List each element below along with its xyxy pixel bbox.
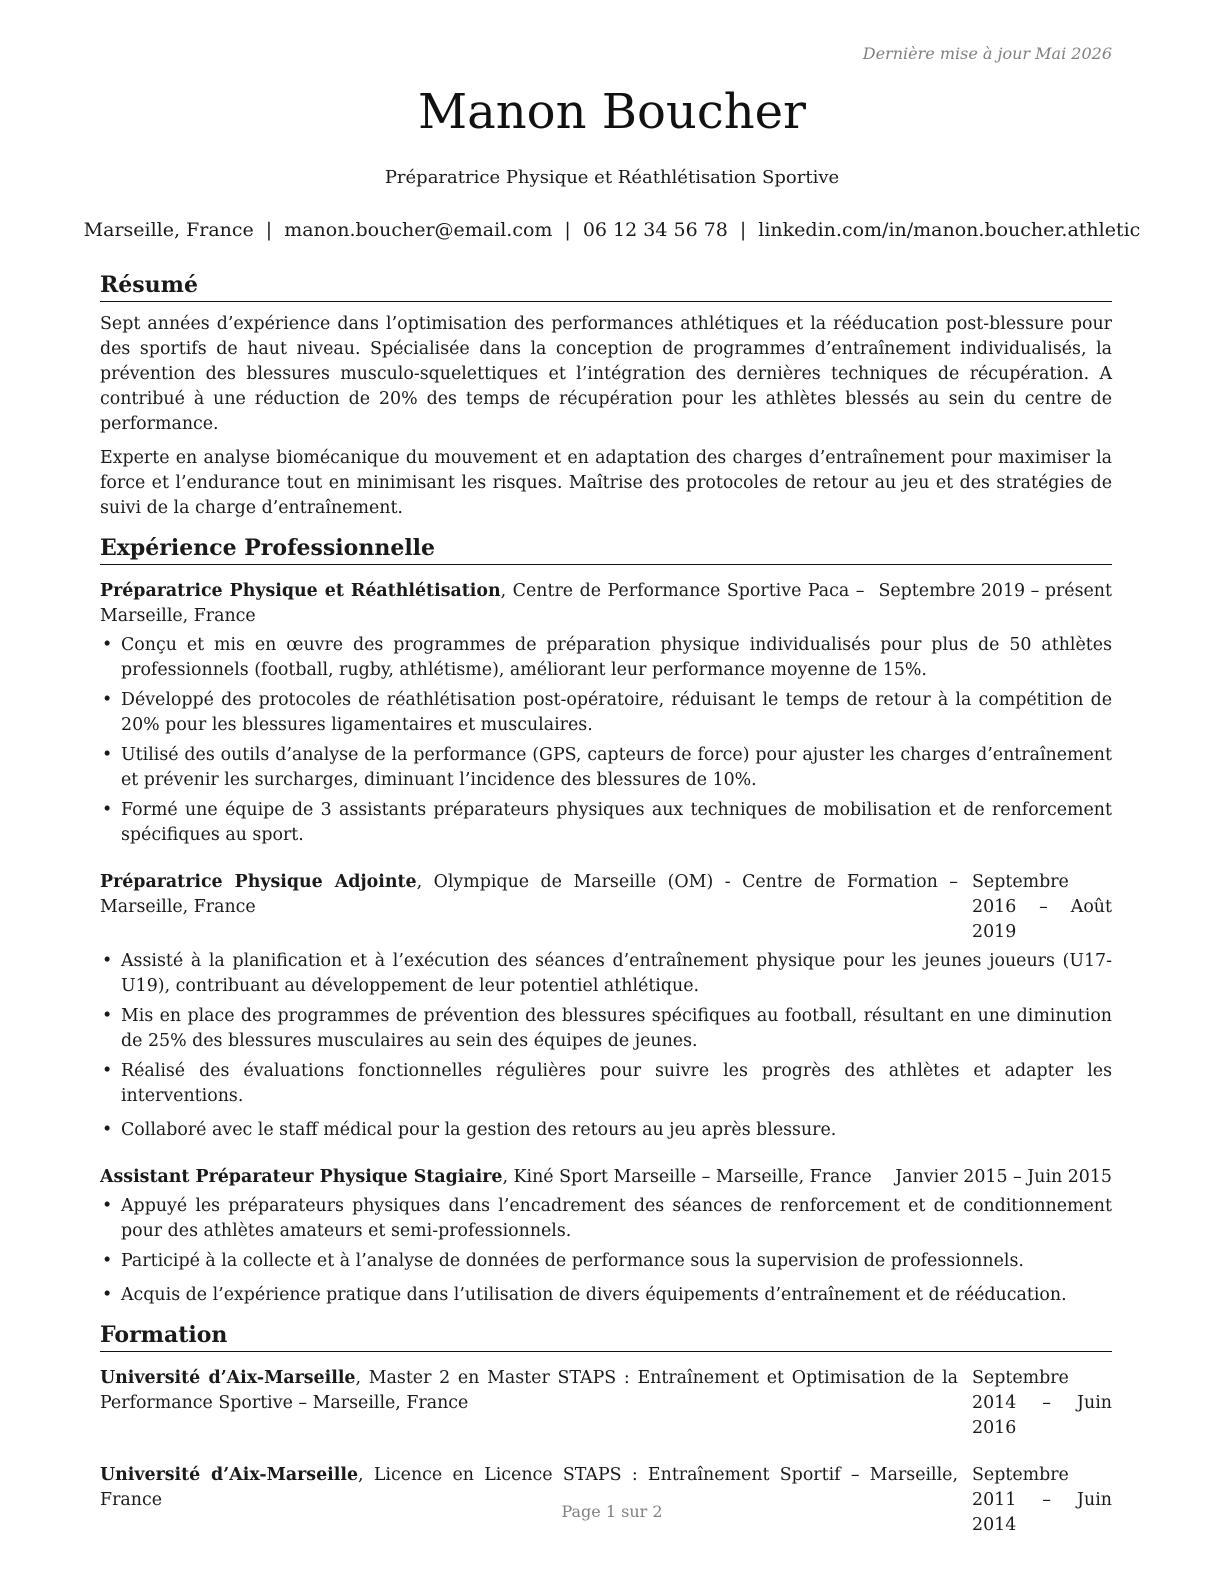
list-item-text: Acquis de l’expérience pratique dans l’utilisation de divers équipements d’entraînement et de rééducation. bbox=[121, 1285, 1067, 1305]
resume-content bbox=[100, 270, 1112, 1538]
list-item-text: Assisté à la planification et à l’exécution des séances d’entraînement physique pour les jeunes joueurs (U17-U19), contribuant au développement de leur potentiel athlétique. bbox=[121, 951, 1112, 996]
job-bullets bbox=[100, 1194, 1112, 1308]
summary-paragraph: Sept années d’expérience dans l’optimisation des performances athlétiques et la rééducation post-blessure pour des sportifs de haut niveau. Spécialisée dans la conception de programmes d’entraînement individualisés, la prévention des blessures musculo-squelettiques et l’intégration des dernières techniques de récupération. A contribué à une réduction de 20% des temps de récupération pour les athlètes blessés au sein du centre de performance. bbox=[100, 314, 1112, 434]
job-title: Préparatrice Physique et Réathlétisation Sportive bbox=[384, 167, 840, 188]
job-role: Préparatrice Physique et Réathlétisation bbox=[100, 581, 501, 601]
school-name: Université d’Aix-Marseille bbox=[100, 1465, 359, 1485]
list-item bbox=[100, 1118, 1112, 1143]
summary-heading: Résumé bbox=[100, 270, 1112, 302]
job-organization: , Kiné Sport Marseille – Marseille, France bbox=[502, 1167, 872, 1187]
job-header bbox=[100, 1165, 1112, 1190]
contact-line bbox=[0, 219, 1224, 241]
list-item-text: Participé à la collecte et à l’analyse de données de performance sous la supervision de professionnels. bbox=[121, 1251, 1024, 1271]
list-item-text: Réalisé des évaluations fonctionnelles régulières pour suivre les progrès des athlètes et adapter les interventions. bbox=[121, 1061, 1112, 1106]
job-title-line bbox=[100, 1165, 881, 1190]
list-item-text: Conçu et mis en œuvre des programmes de préparation physique individualisés pour plus de 50 athlètes professionnels (football, rugby, athlétisme), améliorant leur performance moyenne de 15%. bbox=[121, 635, 1112, 680]
contact-linkedin[interactable]: linkedin.com/in/manon.boucher.athletic bbox=[758, 219, 1141, 241]
job-header bbox=[100, 579, 1112, 629]
school-name: Université d’Aix-Marseille bbox=[100, 1368, 356, 1388]
list-item-text: Collaboré avec le staff médical pour la gestion des retours au jeu après blessure. bbox=[121, 1120, 837, 1140]
education-line bbox=[100, 1366, 958, 1416]
bullet-icon: • bbox=[102, 745, 113, 765]
list-item bbox=[100, 1059, 1112, 1109]
contact-separator: | bbox=[739, 219, 747, 241]
list-item-text: Appuyé les préparateurs physiques dans l’encadrement des séances de renforcement et de conditionnement pour des athlètes amateurs et semi-professionnels. bbox=[121, 1196, 1112, 1241]
job-header bbox=[100, 870, 1112, 945]
list-item-text: Formé une équipe de 3 assistants préparateurs physiques aux techniques de mobilisation et de renforcement spécifiques au sport. bbox=[121, 800, 1112, 845]
bullet-icon: • bbox=[102, 1196, 113, 1216]
job-organization: , Olympique de Marseille (OM) - Centre de Formation – Marseille, France bbox=[100, 872, 958, 917]
job-role: Assistant Préparateur Physique Stagiaire bbox=[100, 1167, 503, 1187]
page-number: Page 1 sur 2 bbox=[561, 1502, 663, 1521]
list-item bbox=[100, 1249, 1112, 1274]
list-item bbox=[100, 949, 1112, 999]
education-dates: Septembre 2014 – Juin 2016 bbox=[972, 1368, 1112, 1438]
job-bullets bbox=[100, 633, 1112, 848]
summary-paragraph: Experte en analyse biomécanique du mouvement et en adaptation des charges d’entraînement pour maximiser la force et l’endurance tout en minimisant les risques. Maîtrise des protocoles de retour au jeu et des stratégies de suivi de la charge d’entraînement. bbox=[100, 448, 1112, 518]
bullet-icon: • bbox=[102, 1120, 113, 1140]
list-item bbox=[100, 633, 1112, 683]
list-item bbox=[100, 743, 1112, 793]
job-title-line bbox=[100, 579, 864, 629]
job-role: Préparatrice Physique Adjointe bbox=[100, 872, 417, 892]
list-item bbox=[100, 1283, 1112, 1308]
education-entry bbox=[100, 1463, 1112, 1538]
job-dates: Septembre 2016 – Août 2019 bbox=[972, 872, 1112, 942]
list-item bbox=[100, 1004, 1112, 1054]
bullet-icon: • bbox=[102, 635, 113, 655]
list-item-text: Mis en place des programmes de prévention des blessures spécifiques au football, résultant en une diminution de 25% des blessures musculaires au sein des équipes de jeunes. bbox=[121, 1006, 1112, 1051]
bullet-icon: • bbox=[102, 1006, 113, 1026]
contact-separator: | bbox=[265, 219, 273, 241]
list-item bbox=[100, 798, 1112, 848]
list-item-text: Utilisé des outils d’analyse de la performance (GPS, capteurs de force) pour ajuster les charges d’entraînement et prévenir les surcharges, diminuant l’incidence des blessures de 10%. bbox=[121, 745, 1112, 790]
job-dates: Septembre 2019 – présent bbox=[878, 581, 1112, 601]
list-item bbox=[100, 1194, 1112, 1244]
contact-location: Marseille, France bbox=[83, 219, 254, 241]
bullet-icon: • bbox=[102, 1285, 113, 1305]
contact-email[interactable]: manon.boucher@email.com bbox=[284, 219, 553, 241]
education-heading: Formation bbox=[100, 1320, 1112, 1352]
list-item bbox=[100, 688, 1112, 738]
bullet-icon: • bbox=[102, 800, 113, 820]
last-updated: Dernière mise à jour Mai 2026 bbox=[862, 44, 1112, 63]
degree-detail: , Master 2 en Master STAPS : Entraînement et Optimisation de la Performance Sportive – Marseille, France bbox=[100, 1368, 958, 1413]
bullet-icon: • bbox=[102, 1251, 113, 1271]
contact-separator: | bbox=[564, 219, 571, 241]
list-item-text: Développé des protocoles de réathlétisation post-opératoire, réduisant le temps de retour à la compétition de 20% pour les blessures ligamentaires et musculaires. bbox=[121, 690, 1112, 735]
person-name: Manon Boucher bbox=[418, 84, 806, 140]
bullet-icon: • bbox=[102, 951, 113, 971]
experience-heading: Expérience Professionnelle bbox=[100, 533, 1112, 565]
bullet-icon: • bbox=[102, 690, 113, 710]
job-title-line bbox=[100, 870, 958, 920]
education-entry bbox=[100, 1366, 1112, 1441]
bullet-icon: • bbox=[102, 1061, 113, 1081]
degree-detail: , Licence en Licence STAPS : Entraînement Sportif – Marseille, France bbox=[100, 1465, 958, 1510]
education-dates: Septembre 2011 – Juin 2014 bbox=[972, 1465, 1112, 1535]
contact-phone[interactable]: 06 12 34 56 78 bbox=[582, 219, 728, 241]
job-organization: , Centre de Performance Sportive Paca – Marseille, France bbox=[100, 581, 865, 626]
job-bullets bbox=[100, 949, 1112, 1143]
job-dates: Janvier 2015 – Juin 2015 bbox=[895, 1167, 1112, 1187]
